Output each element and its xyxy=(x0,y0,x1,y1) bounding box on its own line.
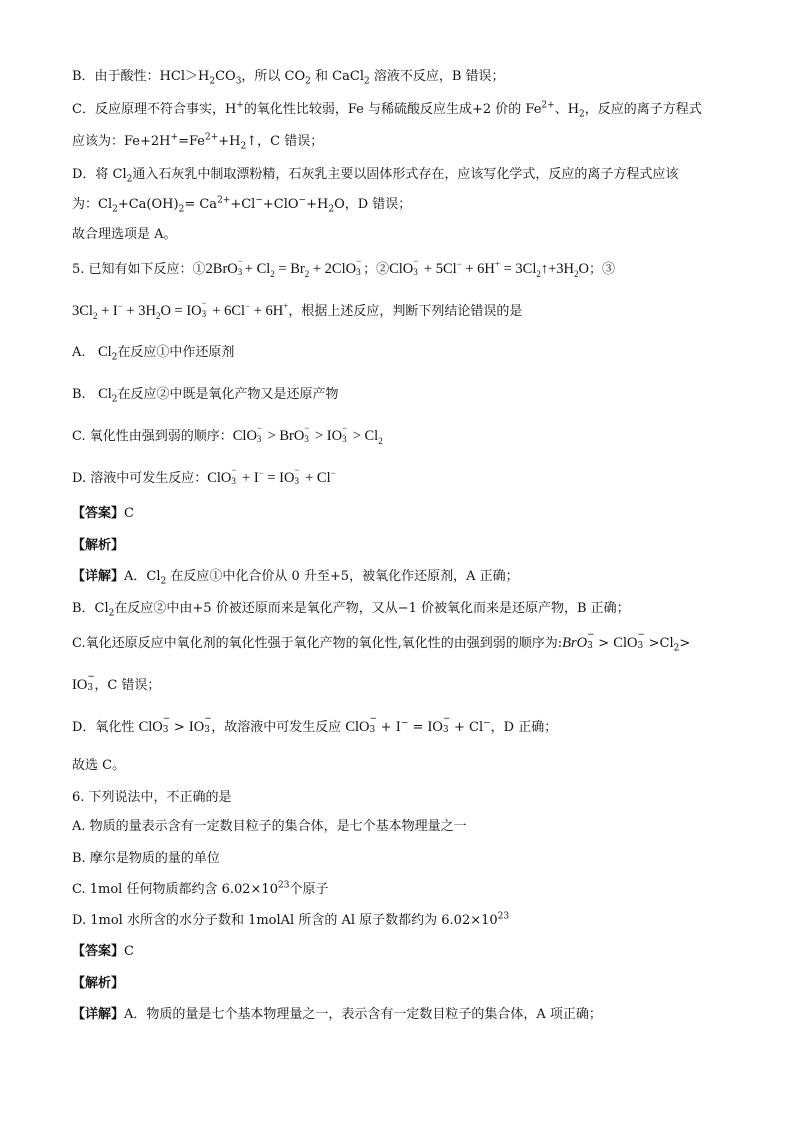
text: + Cl xyxy=(449,720,484,735)
text: + Cl xyxy=(244,261,271,277)
q6-answer xyxy=(72,943,134,961)
q5-analysis-label: 【解析】 xyxy=(72,538,125,553)
subscript: 3 xyxy=(162,725,169,735)
text: + I xyxy=(376,720,401,735)
equation xyxy=(207,465,336,486)
superscript: 23 xyxy=(497,911,510,922)
superscript: − xyxy=(342,423,348,433)
sub-sup xyxy=(201,298,209,319)
equation xyxy=(232,423,383,446)
text: Cl xyxy=(98,386,112,402)
subscript: 2 xyxy=(92,310,98,321)
subscript: 3 xyxy=(237,267,243,277)
text: 在反应①中化合价从 0 升至+5，被氧化作还原剂，A 正确； xyxy=(166,569,519,584)
subscript: 3 xyxy=(87,683,94,693)
subscript: 2 xyxy=(111,352,118,363)
text: + 6H xyxy=(461,261,495,277)
subscript: 3 xyxy=(587,641,593,651)
subscript: 2 xyxy=(160,576,167,587)
equation-3 xyxy=(72,298,289,321)
text: 2BrO xyxy=(205,261,238,277)
text: > xyxy=(679,636,691,651)
q5-option-c xyxy=(72,423,383,446)
superscript: − xyxy=(255,195,263,206)
text: D. 溶液中可发生反应： xyxy=(72,471,208,486)
superscript: − xyxy=(245,301,251,312)
text: ClO xyxy=(345,719,370,735)
text: +Ca(OH) xyxy=(117,197,179,212)
subscript: 2 xyxy=(126,174,133,185)
subscript: 2 xyxy=(108,608,115,619)
text: O xyxy=(578,261,590,277)
q5-detail-b xyxy=(72,600,630,618)
text: 个原子 xyxy=(289,882,329,897)
text: 为：Cl xyxy=(72,197,113,212)
subscript: 2 xyxy=(536,268,541,279)
text: 在反应②中由+5 价被还原而来是氧化产物，又从−1 价被氧化而来是还原产物，B 正确； xyxy=(114,601,630,616)
text: Cl xyxy=(97,344,112,360)
sub-sup xyxy=(204,714,212,735)
text: IO xyxy=(188,719,205,735)
q5-detail-a xyxy=(72,568,519,586)
text: Ca xyxy=(195,197,218,212)
superscript: − xyxy=(258,468,264,479)
text: + I xyxy=(238,470,259,486)
text: D．氧化性 xyxy=(72,720,139,735)
subscript: 3 xyxy=(304,434,309,444)
text: BrO xyxy=(562,635,588,651)
superscript: − xyxy=(117,301,123,312)
q5-stem-line2 xyxy=(72,298,523,321)
text: 和 CaCl xyxy=(310,69,364,84)
text: +H xyxy=(306,197,329,212)
text: ClO xyxy=(389,261,414,277)
q5-detail-d xyxy=(72,714,558,737)
subscript: 2 xyxy=(305,76,311,87)
superscript: − xyxy=(330,468,336,479)
text: ↑+3H xyxy=(540,261,575,277)
answer-value: C xyxy=(124,506,134,521)
text: B．由于酸性：HCl＞H xyxy=(72,69,210,84)
text: ，C 错误； xyxy=(94,678,161,693)
text: ClO xyxy=(138,719,163,735)
text: >Cl xyxy=(644,636,674,651)
answer-value: C xyxy=(124,944,134,959)
sub-sup xyxy=(356,256,363,277)
text: + 6Cl xyxy=(208,303,246,319)
text: ↑，C 错误； xyxy=(246,134,324,149)
sub-sup xyxy=(87,672,95,693)
q5-option-b xyxy=(72,385,339,404)
option-letter: B. xyxy=(72,387,86,402)
subscript: 3 xyxy=(342,434,347,444)
subscript: 3 xyxy=(413,267,418,277)
answer-label: 【答案】 xyxy=(72,506,125,521)
q6-option-d xyxy=(72,912,509,930)
text: > IO xyxy=(311,428,343,444)
superscript: + xyxy=(283,301,289,312)
answer-label: 【答案】 xyxy=(72,944,125,959)
superscript: − xyxy=(204,714,212,724)
subscript: 2 xyxy=(328,204,335,215)
q5-detail-c xyxy=(72,630,691,654)
text: ，故溶液中可发生反应 xyxy=(211,720,346,735)
sub-sup xyxy=(442,714,451,735)
superscript: − xyxy=(637,630,646,640)
q5-answer xyxy=(72,505,134,523)
subscript: 3 xyxy=(231,476,236,486)
subscript: 3 xyxy=(256,434,262,444)
sub-sup xyxy=(237,256,245,277)
superscript: − xyxy=(356,256,362,266)
superscript: 2+ xyxy=(204,132,219,143)
text: > xyxy=(169,720,189,735)
text: = Br xyxy=(274,261,305,277)
text: O，D 错误； xyxy=(334,197,412,212)
text: O = IO xyxy=(160,303,202,319)
q4-analysis-d1 xyxy=(72,166,678,184)
sub-sup xyxy=(369,714,378,735)
text: =Fe xyxy=(178,134,205,149)
text: C.氧化还原反应中氧化剂的氧化性强于氧化产物的氧化性,氧化性的由强到弱的顺序为: xyxy=(72,636,563,651)
text: + 6H xyxy=(250,303,284,319)
subscript: 3 xyxy=(369,725,376,735)
text: 、H xyxy=(554,102,580,117)
separator: ；③ xyxy=(589,262,616,277)
text: + 5Cl xyxy=(420,261,457,277)
text: = xyxy=(408,720,428,735)
text: C. 氧化性由强到弱的顺序： xyxy=(72,429,233,444)
superscript: 2+ xyxy=(541,100,555,111)
text: D. 1mol 水所含的水分子数和 1molAl 所含的 Al 原子数都约为 6.02×10 xyxy=(72,913,498,928)
q4-analysis-d2 xyxy=(72,196,411,214)
text: = IO xyxy=(263,470,295,486)
q6-option-b: B. 摩尔是物质的量的单位 xyxy=(72,851,220,866)
q4-analysis-b xyxy=(72,68,505,86)
equation-1 xyxy=(205,256,364,279)
subscript: 2 xyxy=(673,643,680,654)
text: 3Cl xyxy=(72,303,93,319)
subscript: 3 xyxy=(356,267,361,277)
subscript: 2 xyxy=(378,435,383,446)
text: 的氧化性比较弱，Fe 与稀硫酸反应生成+2 价的 Fe xyxy=(243,102,542,117)
superscript: − xyxy=(456,259,462,270)
sub-sup xyxy=(162,714,171,735)
superscript: − xyxy=(442,714,451,724)
text: B．Cl xyxy=(72,601,109,616)
text: ，反应的离子方程式 xyxy=(584,102,702,117)
q6-option-c xyxy=(72,881,328,899)
subscript: 3 xyxy=(204,725,210,735)
superscript: − xyxy=(201,298,207,308)
superscript: − xyxy=(369,714,378,724)
q6-analysis-label: 【解析】 xyxy=(72,976,125,991)
subscript: 2 xyxy=(240,141,247,152)
superscript: − xyxy=(256,423,262,433)
subscript: 2 xyxy=(178,204,185,215)
subscript: 3 xyxy=(442,725,449,735)
sub-sup xyxy=(342,423,349,444)
text: A．物质的量是七个基本物理量之一，表示含有一定数目粒子的集合体，A 项正确； xyxy=(124,1007,602,1022)
text: 在反应②中既是氧化产物又是还原产物 xyxy=(117,387,339,402)
superscript: − xyxy=(413,256,419,266)
subscript: 2 xyxy=(209,76,216,87)
text: + I xyxy=(97,303,118,319)
detail-label: 【详解】 xyxy=(72,1007,125,1022)
subscript: 2 xyxy=(112,204,118,215)
subscript: 2 xyxy=(363,76,370,87)
q5-conclusion: 故选 C。 xyxy=(72,758,126,773)
subscript: 2 xyxy=(574,268,579,279)
sub-sup xyxy=(294,465,301,486)
sub-sup xyxy=(413,256,420,277)
text: ClO xyxy=(207,470,232,486)
superscript: + xyxy=(236,100,244,111)
q4-analysis-c1 xyxy=(72,101,702,119)
superscript: − xyxy=(87,672,95,682)
q5-stem-line1 xyxy=(72,256,616,279)
subscript: 3 xyxy=(201,309,207,319)
q6-stem: 6. 下列说法中，不正确的是 xyxy=(72,790,232,805)
sub-sup xyxy=(256,423,264,444)
superscript: + xyxy=(170,132,179,143)
subscript: 2 xyxy=(304,268,310,279)
superscript: − xyxy=(162,714,171,724)
text: > Cl xyxy=(349,428,379,444)
text: CO xyxy=(215,69,236,84)
superscript: − xyxy=(237,256,243,266)
text: + 2ClO xyxy=(309,261,357,277)
q4-conclusion: 故合理选项是 A。 xyxy=(72,227,177,242)
subscript: 3 xyxy=(235,76,242,87)
subscript: 2 xyxy=(111,394,118,405)
subscript: 2 xyxy=(579,109,585,120)
sub-sup xyxy=(587,630,595,651)
text: +Cl xyxy=(230,197,256,212)
text: 应该为：Fe+2H xyxy=(72,134,171,149)
subscript: 2 xyxy=(270,268,275,279)
text: > xyxy=(594,636,614,651)
q5-detail-c-cont xyxy=(72,672,161,695)
text: A．Cl xyxy=(124,569,161,584)
subscript: 3 xyxy=(294,476,299,486)
text: D．将 Cl xyxy=(72,167,127,182)
text: +H xyxy=(218,134,241,149)
text: IO xyxy=(72,677,88,693)
text: + 3H xyxy=(122,303,156,319)
text: 在反应①中作还原剂 xyxy=(117,345,235,360)
superscript: + xyxy=(494,259,500,270)
superscript: 2+ xyxy=(217,195,231,206)
text: C．反应原理不符合事实，H xyxy=(72,102,237,117)
text: = 3Cl xyxy=(499,261,537,277)
sub-sup xyxy=(637,630,646,651)
q5-option-d xyxy=(72,465,336,488)
superscript: − xyxy=(304,423,310,433)
q5-option-a xyxy=(72,343,234,362)
equals-sign: = xyxy=(184,197,196,212)
text: IO xyxy=(427,719,443,735)
text: 通入石灰乳中制取漂粉精，石灰乳主要以固体形式存在，应该写化学式，反应的离子方程式应该 xyxy=(132,167,679,182)
equation-2 xyxy=(389,256,590,279)
text: + Cl xyxy=(301,470,331,486)
q6-detail xyxy=(72,1006,602,1024)
superscript: 23 xyxy=(277,880,290,891)
text: ClO xyxy=(613,635,638,651)
superscript: − xyxy=(400,718,409,729)
text: ，D 正确； xyxy=(490,720,558,735)
text: 溶液不反应，B 错误； xyxy=(369,69,505,84)
text: ClO xyxy=(232,428,257,444)
superscript: − xyxy=(483,718,491,729)
superscript: − xyxy=(587,630,595,640)
text: ，根据上述反应，判断下列结论错误的是 xyxy=(288,304,523,319)
text: ，所以 CO xyxy=(241,69,306,84)
sub-sup xyxy=(304,423,311,444)
q4-analysis-c2 xyxy=(72,133,323,151)
text: C. 1mol 任何物质都约含 6.02×10 xyxy=(72,882,278,897)
sub-sup xyxy=(231,465,238,486)
question-number: 5. 已知有如下反应：① xyxy=(72,262,206,277)
q6-option-a: A. 物质的量表示含有一定数目粒子的集合体，是七个基本物理量之一 xyxy=(72,819,467,834)
superscript: − xyxy=(231,465,237,475)
detail-label: 【详解】 xyxy=(72,569,125,584)
superscript: − xyxy=(298,195,307,206)
option-letter: A. xyxy=(72,345,86,360)
text: +ClO xyxy=(262,197,299,212)
subscript: 2 xyxy=(155,310,161,321)
text: > BrO xyxy=(263,428,305,444)
separator: ；② xyxy=(363,262,390,277)
subscript: 3 xyxy=(637,641,644,651)
superscript: − xyxy=(294,465,300,475)
